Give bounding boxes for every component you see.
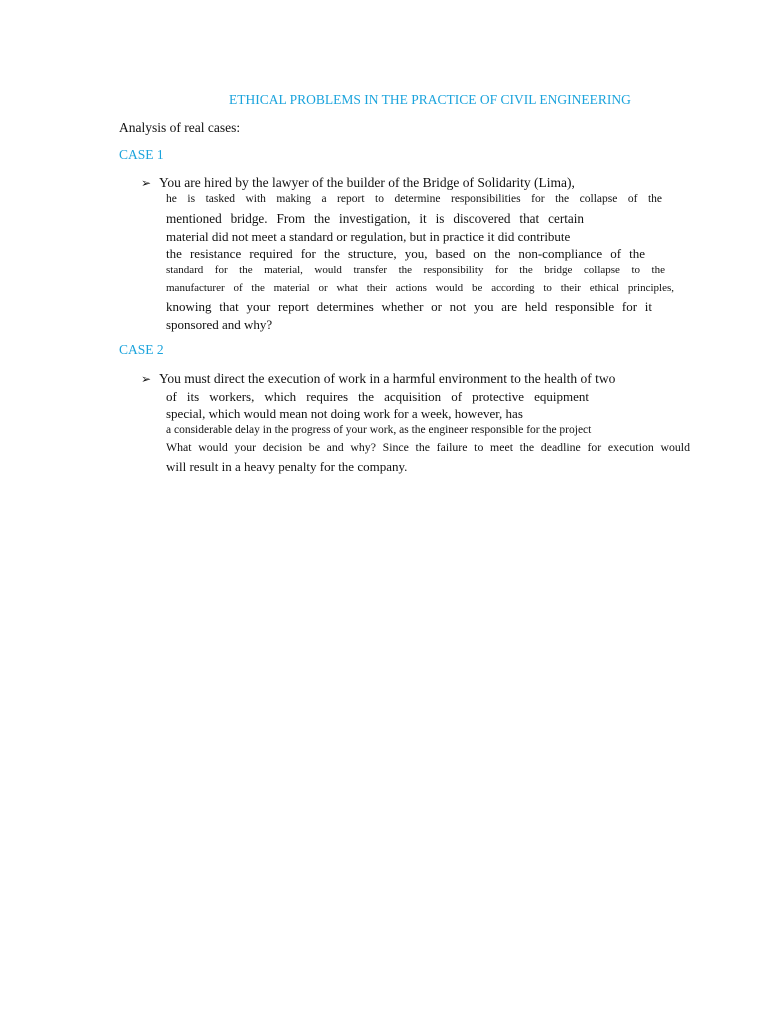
case-1-heading: CASE 1	[119, 147, 164, 162]
case-2-first-line: You must direct the execution of work in a harmful environment to the health of two	[159, 371, 616, 386]
case-2-line-4: What would your decision be and why? Since the failure to meet the deadline for execution would	[166, 440, 690, 454]
case-2-line-3: a considerable delay in the progress of your work, as the engineer responsible for the project	[166, 424, 592, 436]
case-2-line-1: of its workers, which requires the acquisition of protective equipment	[166, 389, 589, 404]
case-2-line-2: special, which would mean not doing work for a week, however, has	[166, 406, 523, 421]
case-1-line-7: knowing that your report determines whether or not you are held responsible for it	[166, 299, 652, 314]
arrowhead-bullet-icon: ➢	[141, 372, 152, 386]
arrowhead-bullet-icon: ➢	[141, 176, 152, 190]
case-2-bullet-line	[141, 372, 615, 386]
case-1-line-1: he is tasked with making a report to determine responsibilities for the collapse of the	[166, 193, 662, 205]
case-1-line-6: manufacturer of the material or what their actions would be according to their ethical principles,	[166, 282, 674, 294]
case-2-heading: CASE 2	[119, 342, 164, 357]
case-2-line-5: will result in a heavy penalty for the company.	[166, 459, 408, 474]
case-1-line-5: standard for the material, would transfer the responsibility for the bridge collapse to the	[166, 264, 665, 276]
case-1-line-2: mentioned bridge. From the investigation, it is discovered that certain	[166, 211, 584, 226]
case-1-line-8: sponsored and why?	[166, 317, 273, 332]
intro-text: Analysis of real cases:	[119, 120, 241, 135]
document-title: ETHICAL PROBLEMS IN THE PRACTICE OF CIVIL ENGINEERING	[229, 92, 631, 107]
case-1-first-line: You are hired by the lawyer of the builder of the Bridge of Solidarity (Lima),	[159, 175, 575, 190]
case-1-line-3: material did not meet a standard or regulation, but in practice it did contribute	[166, 229, 571, 244]
case-1-bullet-line	[141, 176, 575, 190]
case-1-line-4: the resistance required for the structure, you, based on the non-compliance of the	[166, 246, 645, 261]
